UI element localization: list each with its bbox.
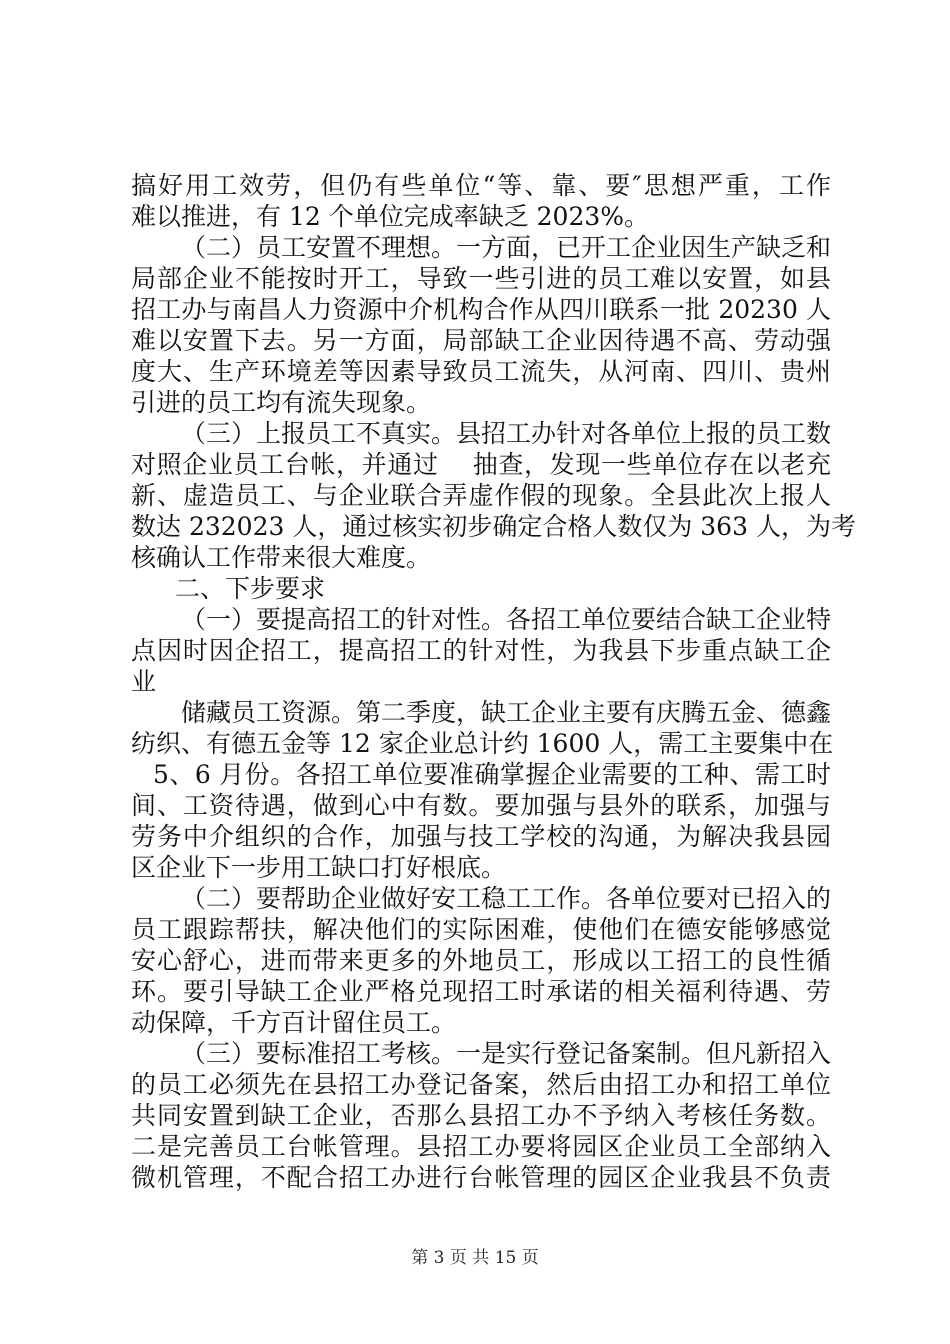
text-line-19: 纺织、有德五金等 12 家企业总计约 1600 人，需工主要集中在 (131, 729, 834, 758)
text-line-24: （二）要帮助企业做好安工稳工工作。各单位要对已招入的 (181, 884, 832, 913)
text-line-23: 区企业下一步用工缺口打好根底。 (131, 853, 507, 882)
text-line-18: 储藏员工资源。第二季度，缺工企业主要有庆腾五金、德鑫 (181, 698, 832, 727)
text-line-4: 局部企业不能按时开工，导致一些引进的员工难以安置，如县 (131, 264, 831, 293)
text-line-7: 度大、生产环境差等因素导致员工流失，从河南、四川、贵州 (131, 357, 831, 386)
text-line-11: 新、虚造员工、与企业联合弄虚作假的现象。全县此次上报人 (131, 481, 831, 510)
text-line-29: （三）要标准招工考核。一是实行登记备案制。但凡新招入 (181, 1039, 832, 1068)
text-line-33: 微机管理，不配合招工办进行台帐管理的园区企业我县不负责 (131, 1163, 831, 1192)
text-line-20: 5、6 月份。各招工单位要准确掌握企业需要的工种、需工时 (153, 760, 831, 789)
text-line-12: 数达 232023 人，通过核实初步确定合格人数仅为 363 人，为考 (131, 512, 856, 541)
text-line-22: 劳务中介组织的合作，加强与技工学校的沟通，为解决我县园 (131, 822, 831, 851)
document-body (131, 170, 856, 1193)
text-line-5: 招工办与南昌人力资源中介机构合作从四川联系一批 20230 人 (131, 295, 831, 324)
page-number-footer: 第 3 页 共 15 页 (411, 1248, 539, 1268)
text-line-13: 核确认工作带来很大难度。 (131, 543, 432, 572)
text-line-31: 共同安置到缺工企业，否那么县招工办不予纳入考核任务数。 (131, 1101, 831, 1130)
text-line-28: 动保障，千方百计留住员工。 (131, 1008, 457, 1037)
text-line-16: 点因时因企招工，提高招工的针对性，为我县下步重点缺工企 (131, 636, 831, 665)
text-line-2: 难以推进，有 12 个单位完成率缺乏 2023%。 (131, 202, 650, 231)
text-line-3: （二）员工安置不理想。一方面，已开工企业因生产缺乏和 (181, 233, 832, 262)
text-line-30: 的员工必须先在县招工办登记备案，然后由招工办和招工单位 (131, 1070, 831, 1099)
text-line-32: 二是完善员工台帐管理。县招工办要将园区企业员工全部纳入 (131, 1132, 831, 1161)
text-line-25: 员工跟踪帮扶，解决他们的实际困难，使他们在德安能够感觉 (131, 915, 831, 944)
text-line-21: 间、工资待遇，做到心中有数。要加强与县外的联系，加强与 (131, 791, 831, 820)
text-line-1: 搞好用工效劳，但仍有些单位“等、靠、要″思想严重，工作 (131, 171, 831, 200)
text-line-27: 环。要引导缺工企业严格兑现招工时承诺的相关福利待遇、劳 (131, 977, 831, 1006)
section-heading: 二、下步要求 (175, 574, 326, 603)
text-line-17: 业 (131, 667, 157, 696)
text-line-9: （三）上报员工不真实。县招工办针对各单位上报的员工数 (181, 419, 832, 448)
text-line-26: 安心舒心，进而带来更多的外地员工，形成以工招工的良性循 (131, 946, 831, 975)
text-line-8: 引进的员工均有流失现象。 (131, 388, 432, 417)
text-line-6: 难以安置下去。另一方面，局部缺工企业因待遇不高、劳动强 (131, 326, 831, 355)
text-line-10: 对照企业员工台帐，并通过 抽查，发现一些单位存在以老充 (131, 450, 831, 479)
text-line-15: （一）要提高招工的针对性。各招工单位要结合缺工企业特 (181, 605, 832, 634)
